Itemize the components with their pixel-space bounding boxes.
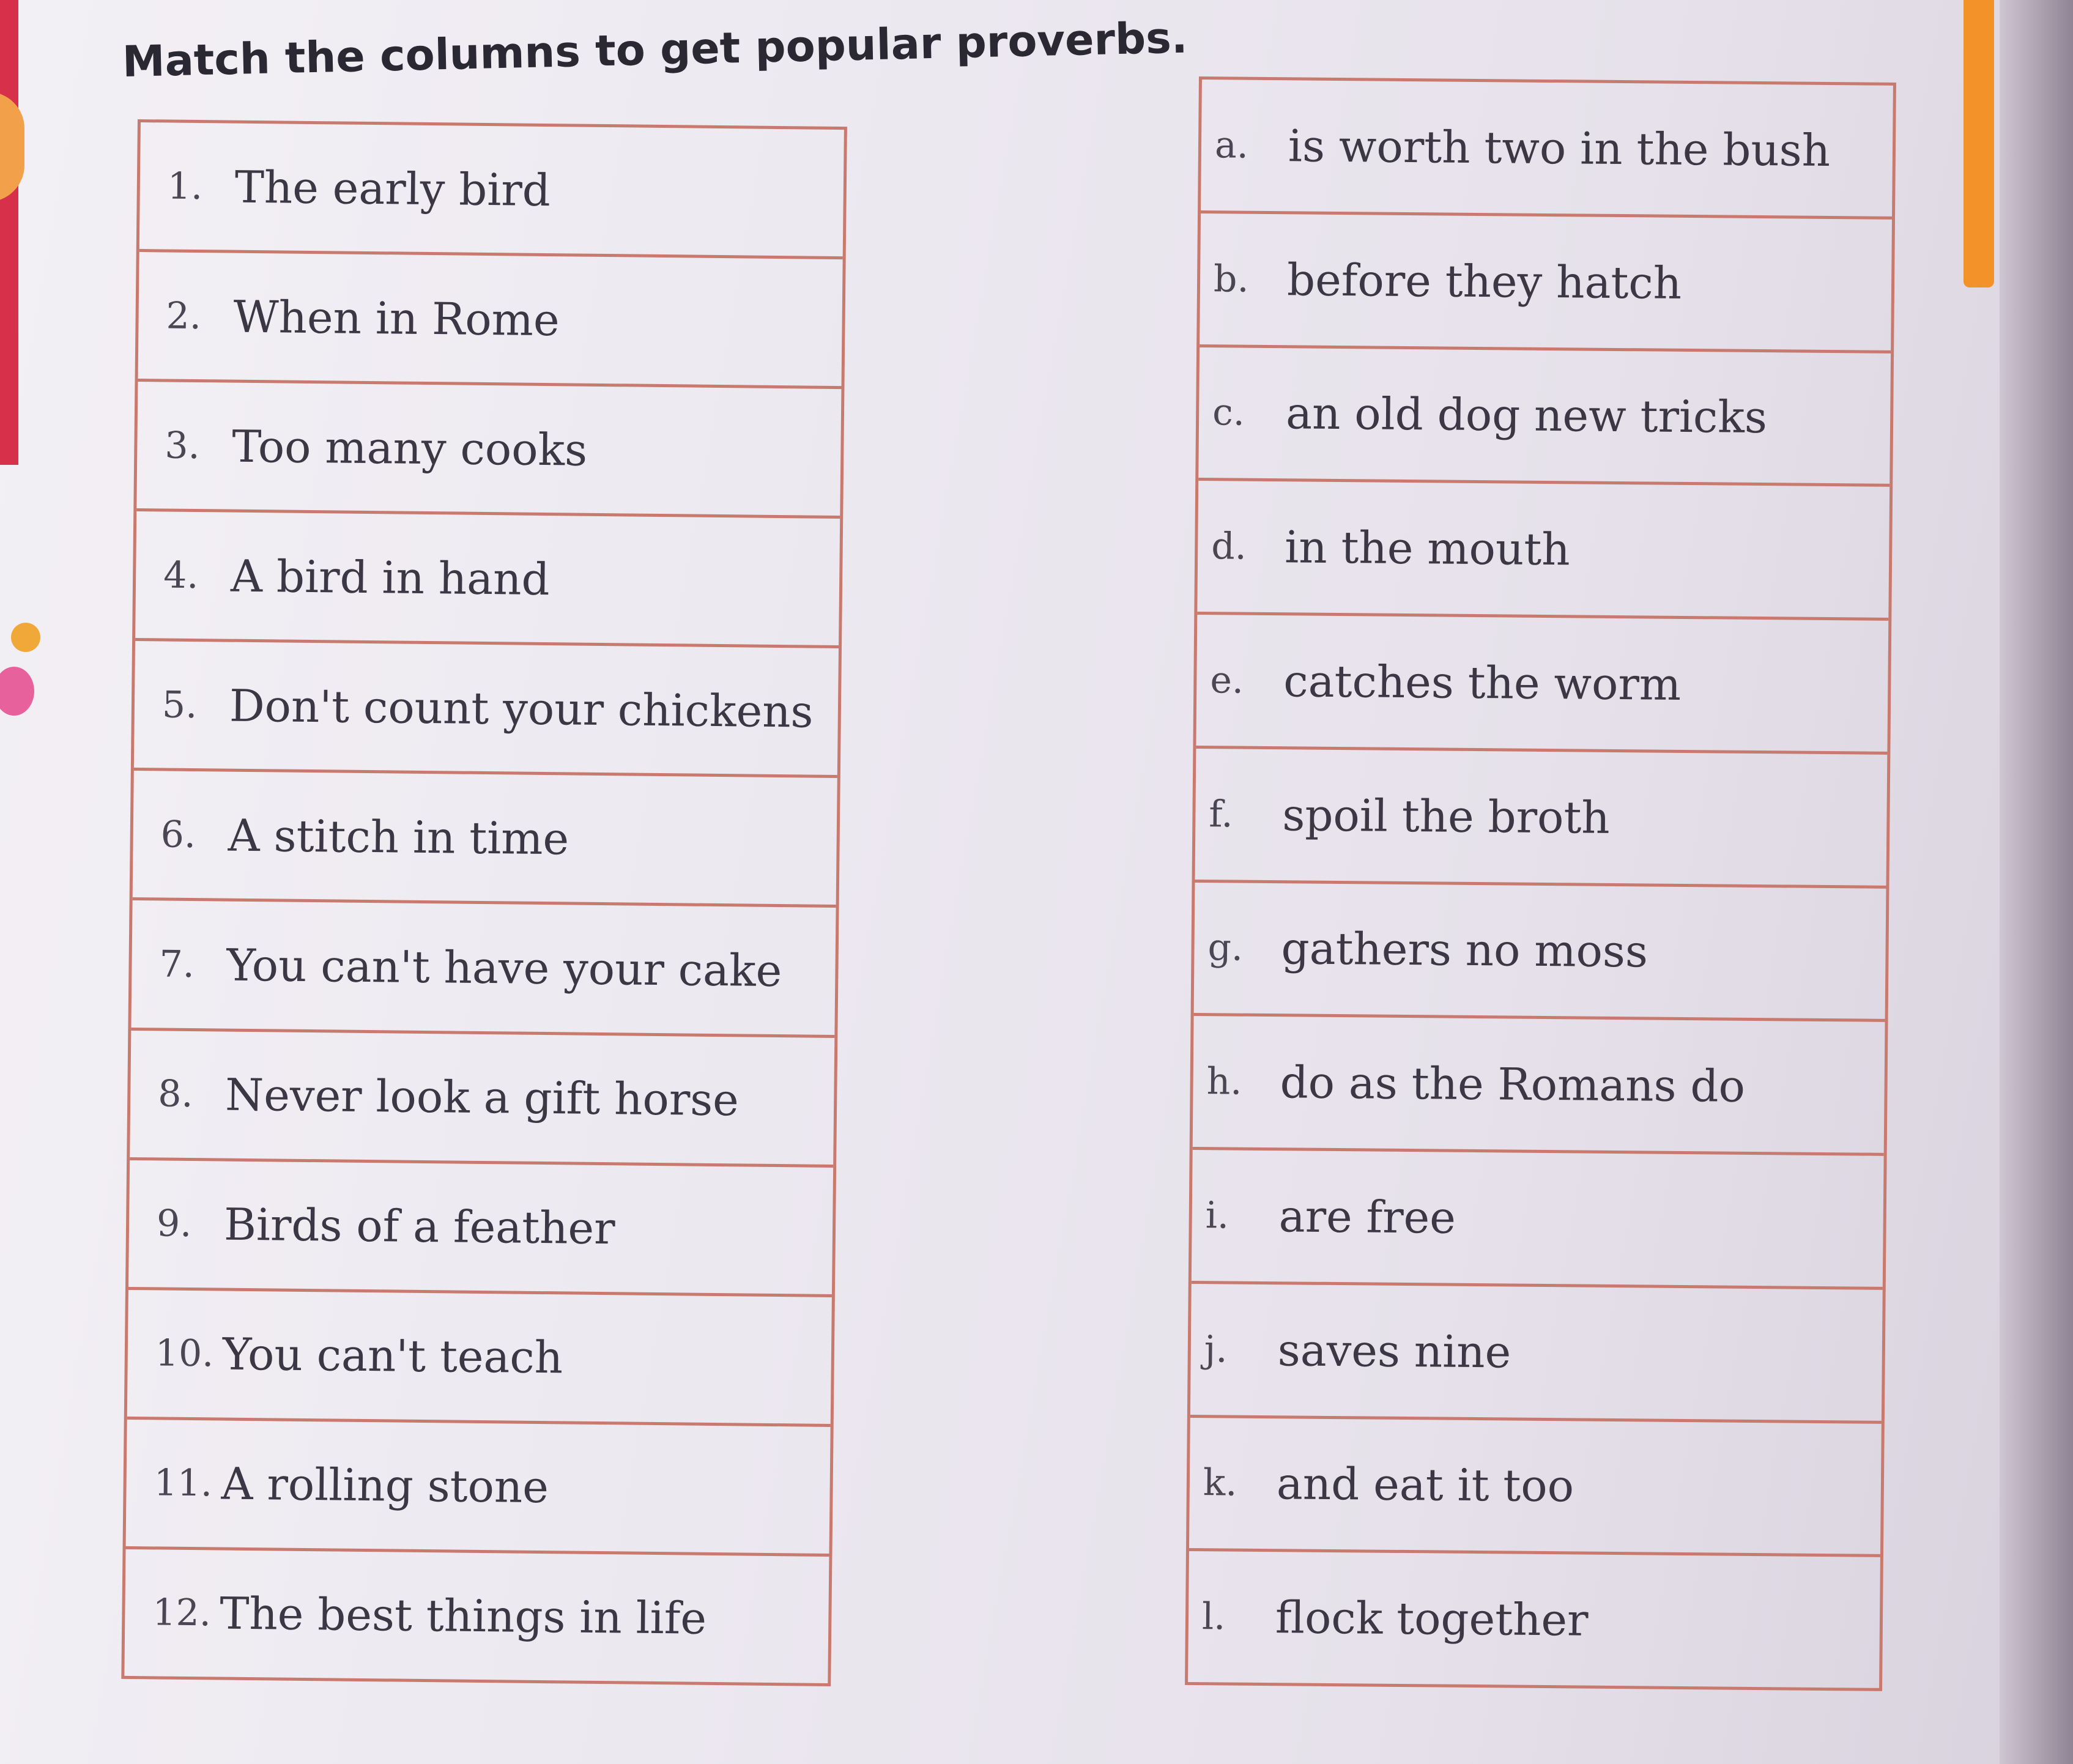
proverb-start-item bbox=[130, 1031, 834, 1168]
proverb-end-column bbox=[1185, 76, 1896, 1691]
item-text: A stitch in time bbox=[228, 809, 569, 865]
item-number: 2. bbox=[166, 294, 202, 338]
proverb-end-item bbox=[1200, 213, 1892, 354]
proverb-end-item bbox=[1195, 749, 1888, 889]
item-text: do as the Romans do bbox=[1280, 1056, 1746, 1112]
item-letter: j. bbox=[1204, 1327, 1228, 1371]
exercise-title: Match the columns to get popular proverbs. bbox=[122, 12, 1189, 87]
item-letter: c. bbox=[1212, 391, 1245, 435]
proverb-end-item bbox=[1197, 481, 1889, 621]
proverb-start-item bbox=[135, 511, 840, 648]
proverb-end-item bbox=[1198, 347, 1891, 487]
page-edge-decoration bbox=[0, 0, 18, 465]
item-text: The best things in life bbox=[219, 1587, 707, 1645]
item-letter: k. bbox=[1203, 1461, 1237, 1505]
proverb-end-item bbox=[1196, 615, 1888, 755]
item-number: 10. bbox=[155, 1332, 214, 1376]
item-letter: l. bbox=[1201, 1595, 1226, 1639]
proverb-end-item bbox=[1188, 1551, 1880, 1688]
page-edge-decoration bbox=[0, 92, 24, 202]
item-text: is worth two in the bush bbox=[1288, 120, 1831, 176]
proverb-end-item bbox=[1190, 1284, 1883, 1424]
proverb-start-item bbox=[134, 641, 839, 778]
decorative-dot bbox=[11, 623, 40, 652]
item-number: 12. bbox=[152, 1591, 212, 1635]
item-text: and eat it too bbox=[1276, 1458, 1574, 1512]
proverb-start-item bbox=[131, 900, 836, 1037]
item-text: When in Rome bbox=[233, 291, 560, 346]
item-letter: g. bbox=[1207, 926, 1244, 970]
item-text: flock together bbox=[1275, 1592, 1589, 1646]
item-letter: d. bbox=[1211, 525, 1247, 568]
item-text: in the mouth bbox=[1284, 521, 1571, 576]
item-text: You can't teach bbox=[222, 1328, 563, 1384]
item-text: Don't count your chickens bbox=[229, 680, 814, 738]
item-letter: a. bbox=[1214, 124, 1249, 167]
proverb-end-item bbox=[1192, 1150, 1884, 1290]
item-letter: b. bbox=[1213, 257, 1249, 301]
item-number: 11. bbox=[154, 1461, 213, 1505]
item-number: 9. bbox=[156, 1202, 192, 1246]
proverb-end-item bbox=[1194, 882, 1886, 1022]
proverb-start-item bbox=[136, 382, 841, 519]
decorative-bar bbox=[1964, 0, 1994, 287]
item-letter: i. bbox=[1205, 1194, 1229, 1237]
item-text: You can't have your cake bbox=[226, 939, 782, 997]
item-number: 5. bbox=[161, 683, 198, 727]
proverb-end-item bbox=[1193, 1016, 1885, 1156]
proverb-start-column bbox=[121, 119, 847, 1686]
item-text: an old dog new tricks bbox=[1285, 387, 1768, 443]
proverb-start-item bbox=[127, 1290, 832, 1427]
decorative-dot bbox=[0, 667, 34, 716]
item-text: saves nine bbox=[1277, 1324, 1511, 1378]
page-shadow bbox=[2000, 0, 2073, 1764]
proverb-end-item bbox=[1189, 1417, 1882, 1557]
item-letter: h. bbox=[1206, 1060, 1242, 1103]
item-letter: f. bbox=[1209, 792, 1233, 836]
item-text: The early bird bbox=[234, 161, 551, 216]
item-text: Never look a gift horse bbox=[224, 1069, 740, 1126]
item-text: A rolling stone bbox=[221, 1458, 549, 1513]
item-number: 3. bbox=[165, 424, 201, 467]
proverb-start-item bbox=[124, 1549, 829, 1683]
item-text: A bird in hand bbox=[230, 550, 551, 605]
proverb-start-item bbox=[128, 1160, 833, 1297]
item-text: spoil the broth bbox=[1282, 788, 1611, 843]
item-text: Birds of a feather bbox=[223, 1198, 615, 1254]
item-text: gathers no moss bbox=[1281, 922, 1648, 977]
item-letter: e. bbox=[1210, 659, 1244, 702]
proverb-end-item bbox=[1201, 80, 1893, 220]
proverb-start-item bbox=[126, 1420, 831, 1557]
item-number: 7. bbox=[159, 943, 195, 987]
proverb-start-item bbox=[138, 252, 843, 389]
item-number: 6. bbox=[160, 813, 196, 856]
item-text: Too many cooks bbox=[231, 420, 588, 476]
item-number: 4. bbox=[163, 554, 199, 597]
item-number: 8. bbox=[157, 1072, 193, 1116]
item-number: 1. bbox=[167, 165, 203, 208]
proverb-start-item bbox=[139, 122, 844, 259]
item-text: are free bbox=[1278, 1190, 1456, 1243]
proverb-start-item bbox=[133, 771, 837, 908]
item-text: catches the worm bbox=[1283, 655, 1682, 710]
item-text: before they hatch bbox=[1286, 253, 1682, 309]
